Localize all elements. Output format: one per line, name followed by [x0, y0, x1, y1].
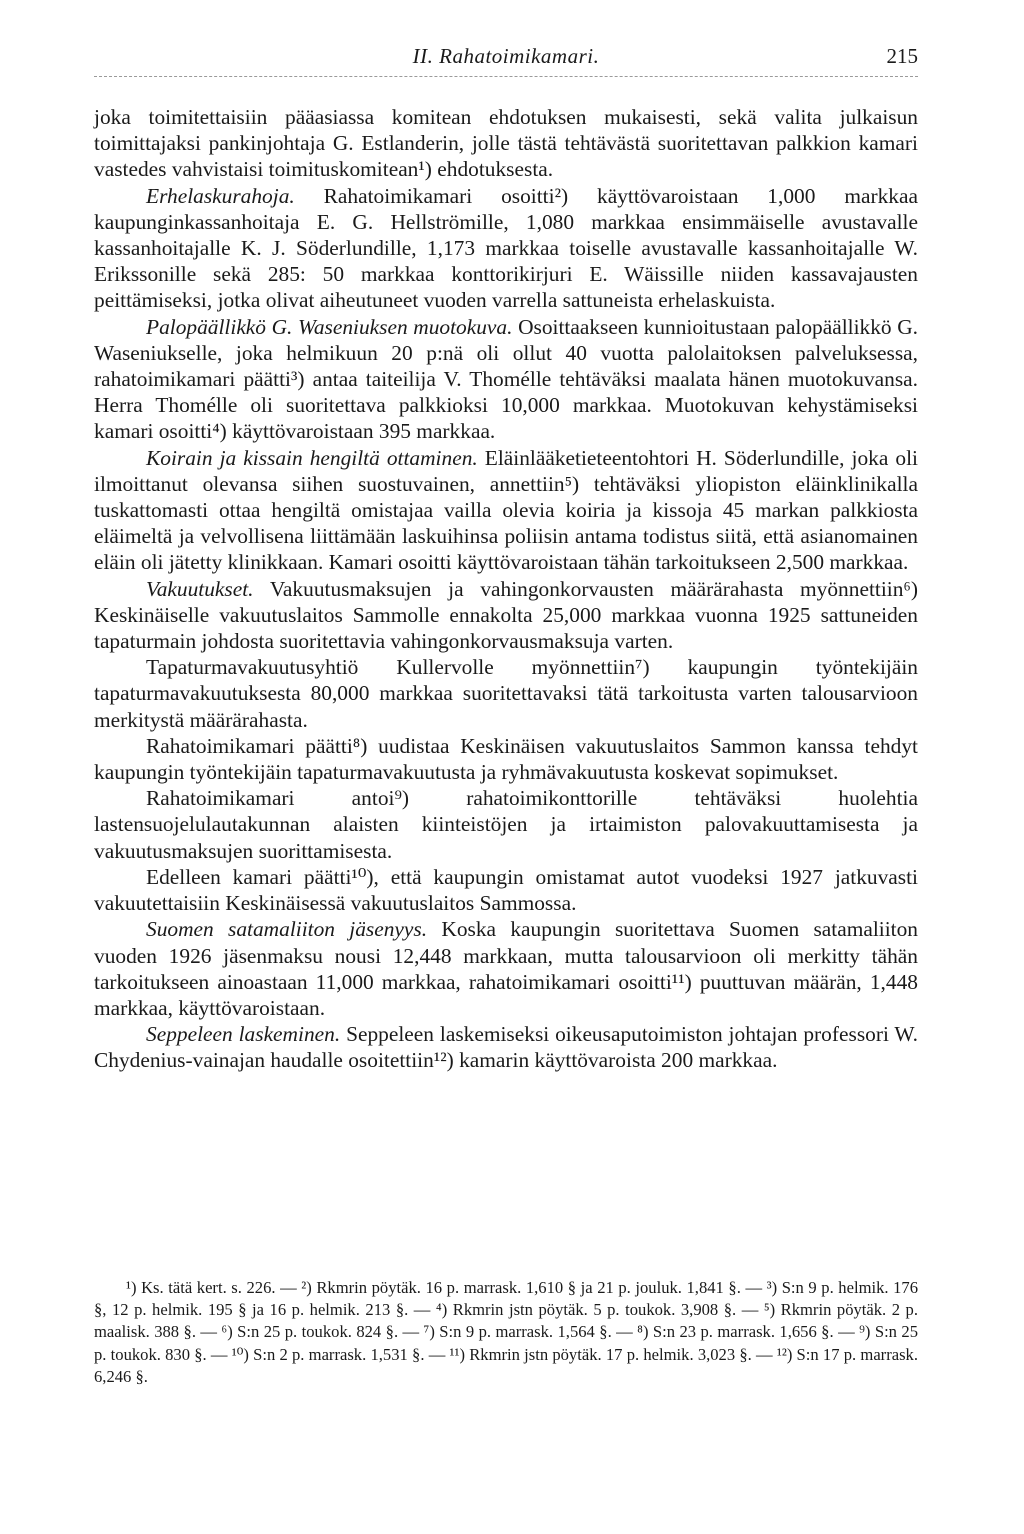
running-title: II. Rahatoimikamari.: [412, 44, 600, 68]
paragraph: [94, 1021, 918, 1073]
paragraph-text: Seppeleen laskemiseksi oikeusaputoimiston johtajan professori W. Chydenius-vainajan haudalle osoitettiin¹²) kamarin käyttövaroista 200 markkaa.: [94, 1022, 918, 1073]
paragraph: [94, 314, 918, 445]
paragraph-text: Osoittaakseen kunnioitustaan palopäällikkö G. Waseniukselle, joka helmikuun 20 p:nä oli ollut 40 vuotta palolaitoksen palveluksessa, rahatoimikamari päätti³) antaa taiteilija V. Thomélle tehtäväksi maalata hänen muotokuvansa. Herra Thomélle oli suoritettava palkkioksi 10,000 markkaa. Muotokuvan kehystämiseksi kamari osoitti⁴) käyttövaroistaan 395 markkaa.: [94, 314, 919, 444]
paragraph-text: Vakuutusmaksujen ja vahingonkorvausten määrärahasta myönnettiin⁶) Keskinäiselle vakuutuslaitos Sammolle ennakolta 25,000 markkaa vuonna 1925 sattuneiden tapaturmain johdosta suoritettavia vahingonkorvausmaksuja varten.: [94, 576, 918, 654]
paragraph-text: Rahatoimikamari päätti⁸) uudistaa Keskinäisen vakuutuslaitos Sammon kanssa tehdyt kaupungin työntekijäin tapaturmavakuutusta ja ryhmävakuutusta koskevat sopimukset.: [94, 733, 918, 785]
paragraph-text: Koska kaupungin suoritettava Suomen satamaliiton vuoden 1926 jäsenmaksu nousi 12,448 markkaan, mutta talousarvioon oli merkitty tähän tarkoitukseen ainoastaan 11,000 markkaa, rahatoimikamari osoitti¹¹) puuttuvan määrän, 1,448 markkaa, käyttövaroistaan.: [94, 917, 918, 1020]
paragraph: [94, 785, 918, 864]
paragraph-text: Edelleen kamari päätti¹⁰), että kaupungin omistamat autot vuodeksi 1927 jatkuvasti vakuutettaisiin Keskinäisessä vakuutuslaitos Sammossa.: [94, 864, 918, 916]
header-rule: [94, 76, 918, 77]
paragraph-text: Tapaturmavakuutusyhtiö Kullervolle myönnettiin⁷) kaupungin työntekijäin tapaturmavakuutuksesta 80,000 markkaa suoritettavaksi tätä tarkoitusta varten talousarvioon merkitystä määrärahasta.: [94, 655, 918, 732]
section-heading: Koirain ja kissain hengiltä ottaminen.: [146, 445, 478, 470]
paragraph: [94, 654, 918, 733]
page-number: 215: [886, 44, 918, 68]
paragraph-text: Rahatoimikamari osoitti²) käyttövaroistaan 1,000 markkaa kaupunginkassanhoitaja E. G. Hellströmille, 1,080 markkaa ensimmäiselle avustavalle kassanhoitajalle K. J. Söderlundille, 1,173 markkaa toiselle avustavalle kassanhoitajalle W. Erikssonille sekä 285: 50 markkaa konttorikirjuri E. Wäissille niiden kassavajausten peittämiseksi, jotka olivat aiheutuneet vuoden varrella sattuneista erhelaskuista.: [94, 183, 918, 313]
paragraph: [94, 576, 918, 655]
footnotes: [94, 1277, 918, 1388]
section-heading: Palopäällikkö G. Waseniuksen muotokuva.: [146, 314, 513, 339]
paragraph-text: Rahatoimikamari antoi⁹) rahatoimikonttorille tehtäväksi huolehtia lastensuojelulautakunnan alaisten kiinteistöjen ja irtaimiston palovakuuttamisesta ja vakuutusmaksujen suorittamisesta.: [94, 786, 918, 863]
section-heading: Suomen satamaliiton jäsenyys.: [146, 917, 428, 942]
section-heading: Erhelaskurahoja.: [146, 183, 295, 208]
paragraph: [94, 183, 918, 314]
section-heading: Seppeleen laskeminen.: [146, 1022, 341, 1047]
body-text: [94, 104, 918, 1074]
paragraph-text: Eläinlääketieteentohtori H. Söderlundille, joka oli ilmoittanut olevansa siihen suostuvainen, annettiin⁵) tehtäväksi yliopiston eläinklinikalla tuskattomasti ottaa hengiltä omistajaa vailla olevia koiria ja kissoja 45 markan palkkiosta eläimeltä ja velvollisena liittämään laskuihinsa poliisin antama todistus siitä, että asianomainen eläin oli jätetty klinikkaan. Kamari osoitti käyttövaroistaan tähän tarkoitukseen 2,500 markkaa.: [94, 445, 918, 575]
paragraph-text: joka toimitettaisiin pääasiassa komitean ehdotuksen mukaisesti, sekä valita julkaisun toimittajaksi pankinjohtaja G. Estlanderin, jolle tästä tehtävästä suoritettavan palkkion kamari vastedes vahvistaisi toimituskomitean¹) ehdotuksesta.: [94, 105, 918, 182]
paragraph: [94, 733, 918, 785]
paragraph: [94, 916, 918, 1021]
paragraph: [94, 104, 918, 183]
section-heading: Vakuutukset.: [146, 576, 254, 601]
page-header: [94, 44, 918, 76]
paragraph: [94, 864, 918, 916]
footnote-text: ¹) Ks. tätä kert. s. 226. — ²) Rkmrin pöytäk. 16 p. marrask. 1,610 § ja 21 p. jouluk. 1,841 §. — ³) S:n 9 p. helmik. 176 §, 12 p. helmik. 195 § ja 16 p. helmik. 213 §. — ⁴) Rkmrin jstn pöytäk. 5 p. toukok. 3,908 §. — ⁵) Rkmrin pöytäk. 2 p. maalisk. 388 §. — ⁶) S:n 25 p. toukok. 824 §. — ⁷) S:n 9 p. marrask. 1,564 §. — ⁸) S:n 23 p. marrask. 1,656 §. — ⁹) S:n 25 p. toukok. 830 §. — ¹⁰) S:n 2 p. marrask. 1,531 §. — ¹¹) Rkmrin jstn pöytäk. 17 p. helmik. 3,023 §. — ¹²) S:n 17 p. marrask. 6,246 §.: [94, 1278, 918, 1386]
paragraph: [94, 445, 918, 576]
